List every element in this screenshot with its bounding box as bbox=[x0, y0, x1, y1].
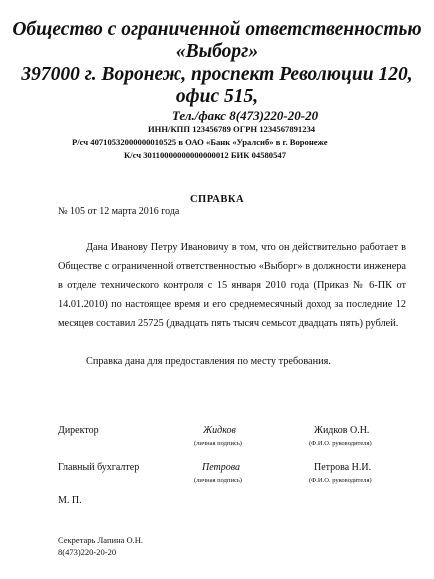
company-office: офис 515, bbox=[175, 86, 259, 107]
stamp-place: М. П. bbox=[58, 495, 82, 506]
company-account: Р/сч 40710532000000010525 в ОАО «Банк «Уралсиб» в г. Воронеже bbox=[72, 137, 328, 147]
accountant-sign-caption: (личная подпись) bbox=[194, 477, 242, 484]
document-number-date: № 105 от 12 марта 2016 года bbox=[58, 206, 180, 217]
certificate-purpose: Справка дана для предоставления по месту требования. bbox=[86, 356, 331, 367]
director-name-caption: (Ф.И.О. руководителя) bbox=[309, 440, 372, 447]
company-name-line: Общество с ограниченной ответственностью bbox=[12, 19, 422, 40]
accountant-name-caption: (Ф.И.О. руководителя) bbox=[309, 477, 372, 484]
company-address: 397000 г. Воронеж, проспект Революции 120, bbox=[21, 64, 413, 85]
director-sign-caption: (личная подпись) bbox=[194, 440, 242, 447]
director-signature: Жидков bbox=[203, 425, 236, 436]
company-phone: Тел./факс 8(473)220-20-20 bbox=[171, 108, 319, 123]
accountant-label: Главный бухгалтер bbox=[58, 462, 140, 473]
accountant-name: Петрова Н.И. bbox=[314, 462, 372, 473]
document-title: СПРАВКА bbox=[189, 194, 245, 205]
secretary-name: Секретарь Лапина О.Н. bbox=[58, 535, 144, 545]
company-name-quoted: «Выборг» bbox=[175, 41, 259, 62]
director-label: Директор bbox=[58, 425, 99, 436]
secretary-phone: 8(473)220-20-20 bbox=[58, 547, 117, 557]
company-corr-account: К/сч 30110000000000000012 БИК 04580547 bbox=[124, 150, 286, 160]
director-name: Жидков О.Н. bbox=[314, 425, 370, 436]
company-inn: ИНН/КПП 123456789 ОГРН 1234567891234 bbox=[148, 124, 316, 134]
certificate-text: Дана Иванову Петру Ивановичу в том, что он действительно работает в Обществе с ограниченной ответственностью «Выборг» в должности инженера в отделе технического контроля с 15 января 2010 года (Приказ № 6-ПК от 14.01.2010) по настоящее время и его среднемесячный доход за последние 12 месяцев составил 25725 (двадцать пять тысяч семьсот двадцать пять) рублей. bbox=[58, 242, 406, 329]
accountant-signature: Петрова bbox=[202, 462, 241, 473]
